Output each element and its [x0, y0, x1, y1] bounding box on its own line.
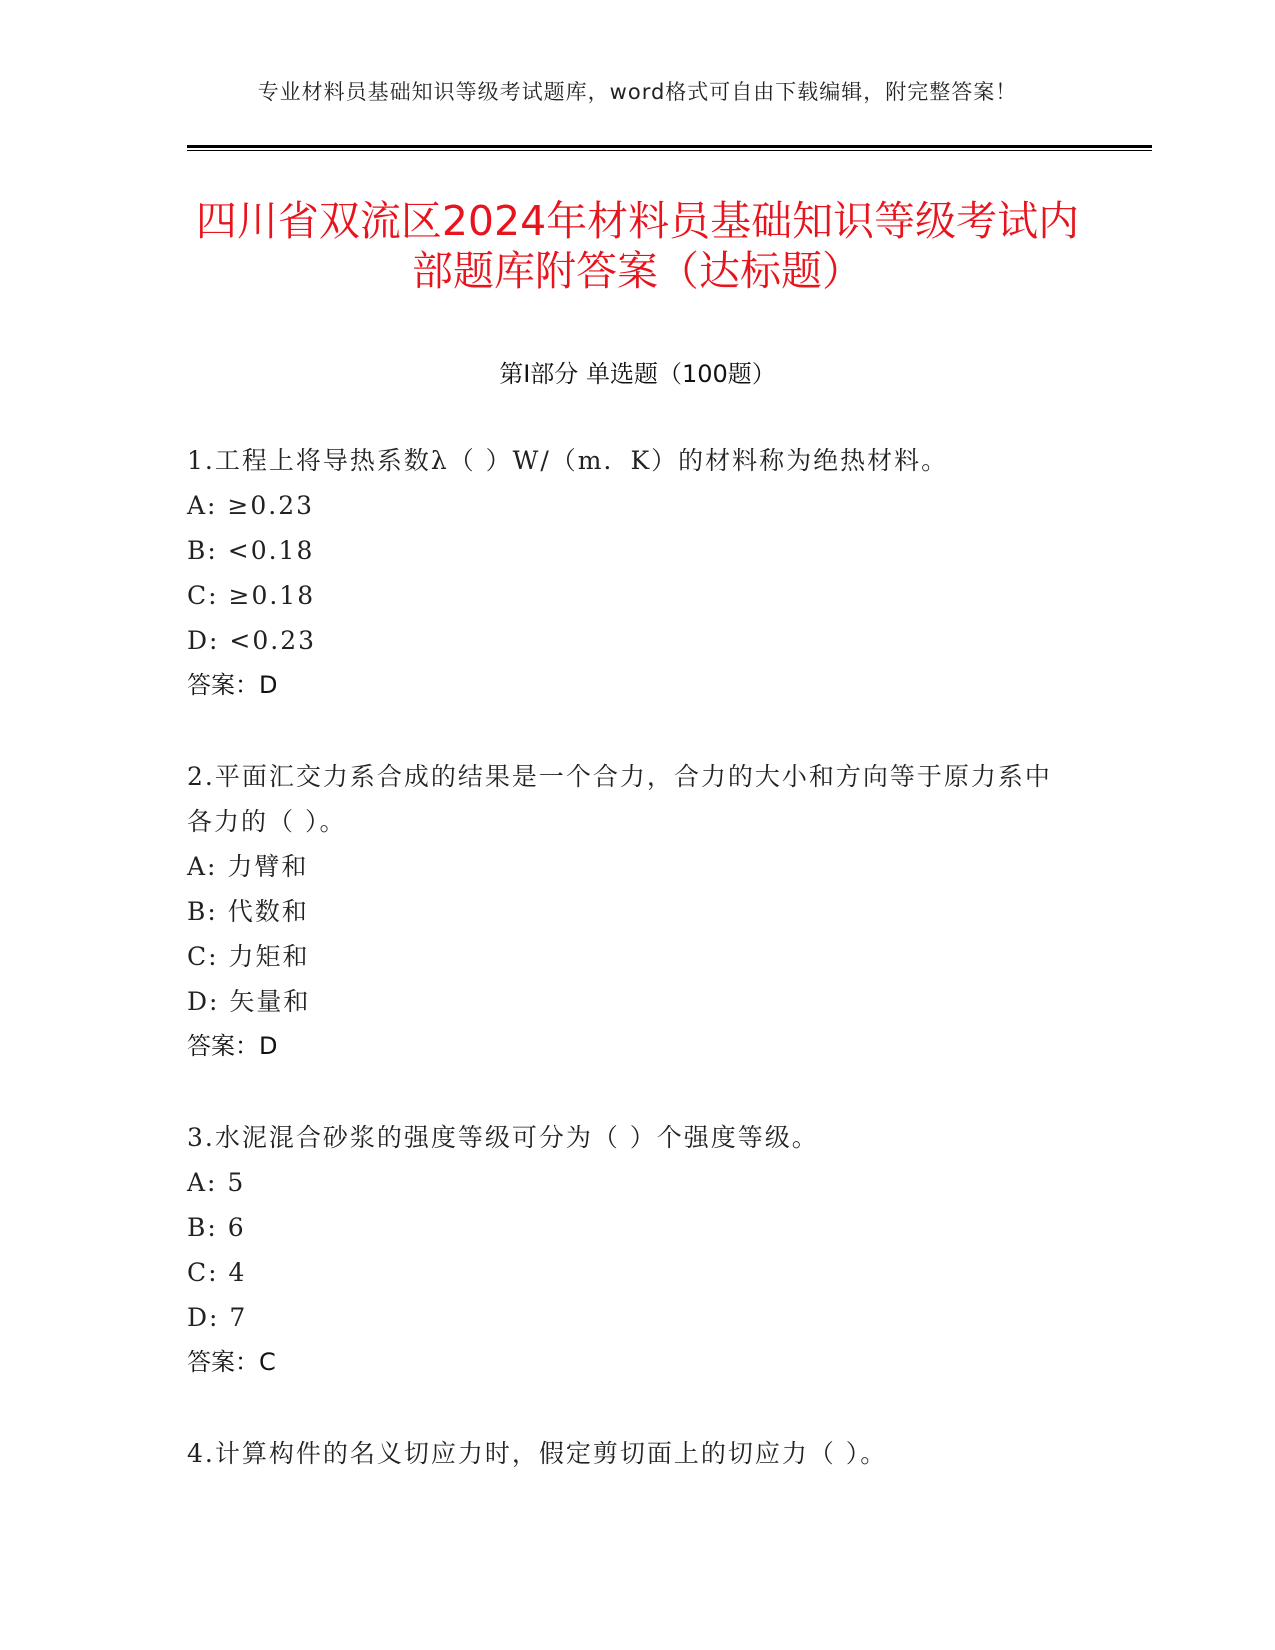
option-b: B: 代数和 [187, 897, 309, 926]
option-a: A: 5 [187, 1168, 246, 1197]
question-text: 4.计算构件的名义切应力时，假定剪切面上的切应力（ ）。 [187, 1439, 888, 1468]
header-rule-thin [187, 150, 1152, 151]
option-a: A: ≥0.23 [187, 491, 315, 520]
answer: 答案：C [187, 1348, 276, 1376]
option-d: D: <0.23 [187, 626, 317, 655]
header-rule-thick [187, 145, 1152, 148]
option-b: B: <0.18 [187, 536, 315, 565]
question-3 [187, 1115, 1067, 1385]
option-d: D: 矢量和 [187, 987, 311, 1016]
option-c: C: 力矩和 [187, 942, 310, 971]
option-c: C: 4 [187, 1258, 247, 1287]
question-text: 3.水泥混合砂浆的强度等级可分为（ ）个强度等级。 [187, 1123, 819, 1152]
question-list [187, 438, 1067, 1522]
question-4 [187, 1431, 1067, 1476]
question-text: 2.平面汇交力系合成的结果是一个合力，合力的大小和方向等于原力系中各力的（ ）。 [187, 762, 1052, 836]
answer: 答案：D [187, 671, 278, 699]
header-note: 专业材料员基础知识等级考试题库，word格式可自由下载编辑，附完整答案！ [257, 80, 1018, 104]
section-title: 第Ⅰ部分 单选题（100题） [499, 360, 776, 388]
answer: 答案：D [187, 1032, 278, 1060]
question-1 [187, 438, 1067, 708]
question-text: 1.工程上将导热系数λ（ ）W/（m．K）的材料称为绝热材料。 [187, 446, 949, 475]
option-a: A: 力臂和 [187, 852, 309, 881]
option-b: B: 6 [187, 1213, 246, 1242]
option-c: C: ≥0.18 [187, 581, 316, 610]
document-title: 四川省双流区2024年材料员基础知识等级考试内部题库附答案（达标题） [195, 197, 1080, 295]
question-2 [187, 754, 1067, 1069]
option-d: D: 7 [187, 1303, 248, 1332]
